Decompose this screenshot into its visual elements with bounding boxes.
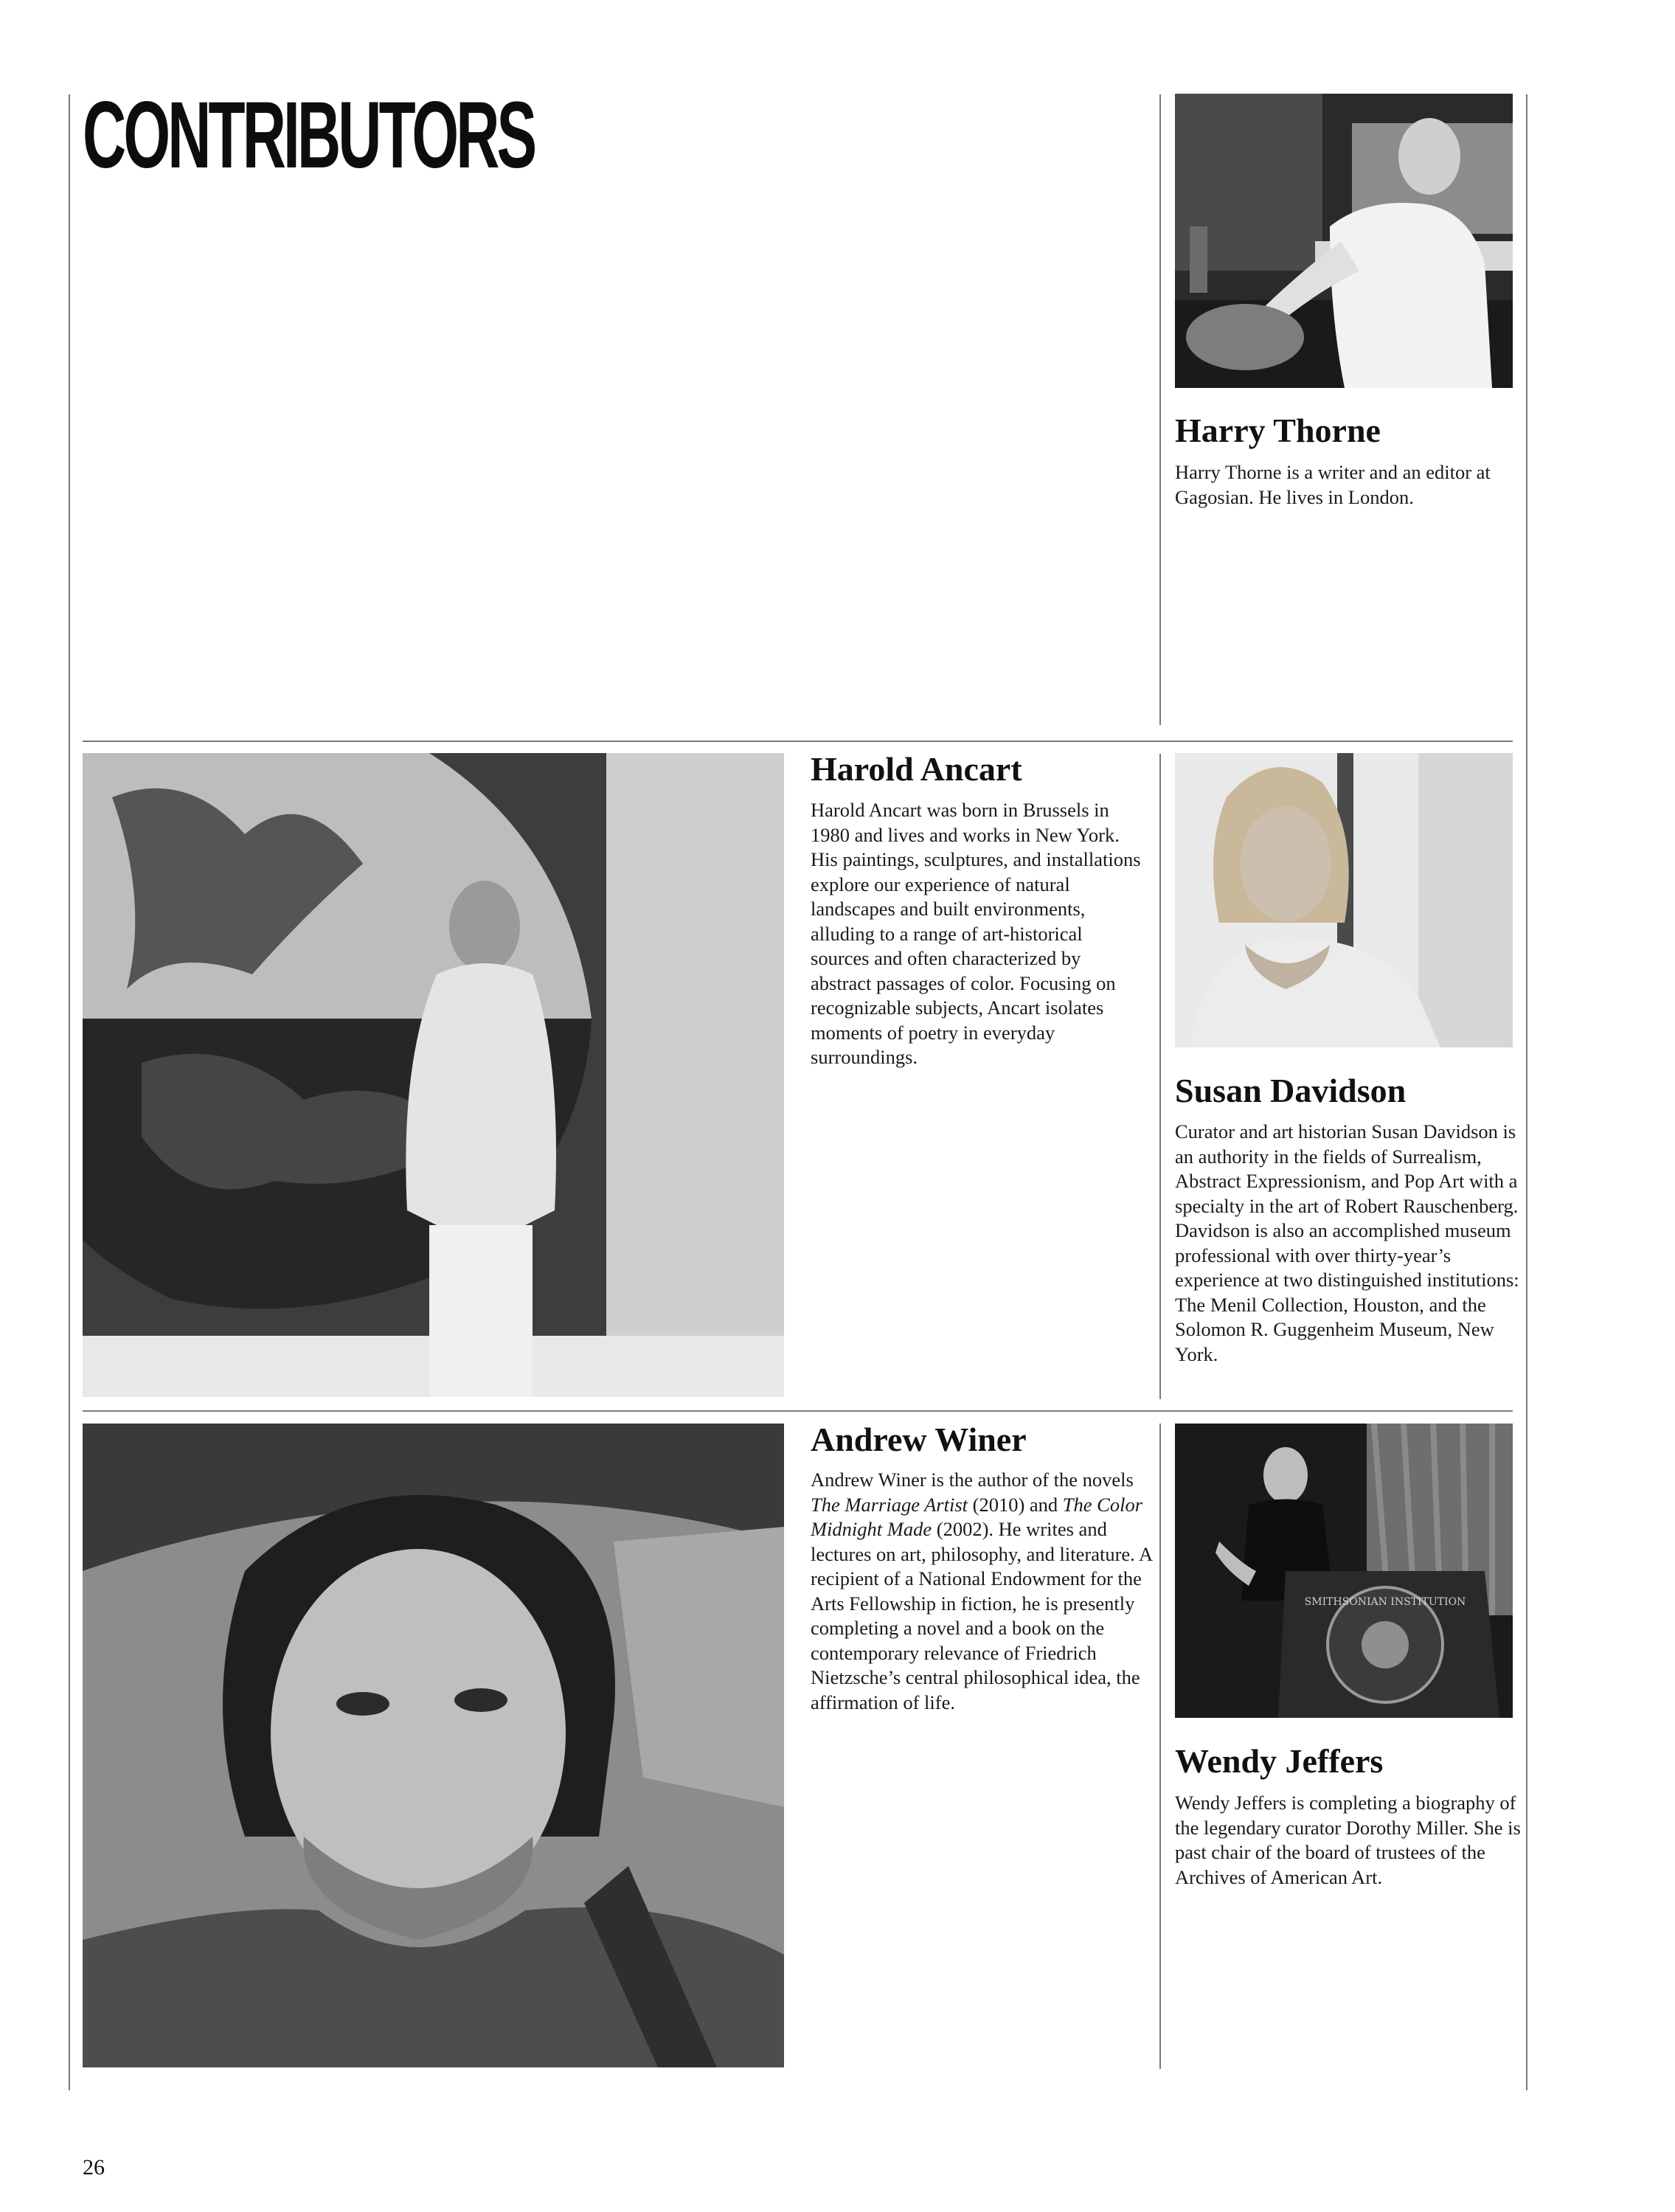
susan-davidson-bio: Curator and art historian Susan Davidson is an authority in the fields of Surrealism, Abstract Expressionism, and Pop Art with a specialty in the art of Robert Rauschenberg. Davidson is also an accomplished museum professional with over thirty-year’s experience at two distinguished institutions: The Menil Collection, Houston, and the Solomon R. Guggenheim Museum, New York. xyxy=(1175,1120,1519,1365)
harry-thorne-bio: Harry Thorne is a writer and an editor at Gagosian. He lives in London. xyxy=(1175,461,1491,508)
andrew-winer-bio-part-1: Andrew Winer is the author of the novels xyxy=(811,1469,1134,1491)
column-rule-middle xyxy=(1159,754,1161,1399)
andrew-winer-bio-part-3: (2002). He writes and lectures on art, philosophy, and literature. A recipient of a National Endowment for the Arts Fellowship in fiction, he is presently completing a novel and a book on the contemporary relevance of Friedrich Nietzsche’s central philosophical idea, the affirmation of life. xyxy=(811,1518,1152,1713)
book-title-the-color-midnight-made: The Color Midnight Made xyxy=(811,1493,1143,1540)
wendy-jeffers-name: Wendy Jeffers xyxy=(1175,1742,1384,1780)
page-title: CONTRIBUTORS xyxy=(83,83,535,188)
row-divider-1 xyxy=(83,741,1513,742)
page-number: 26 xyxy=(83,2155,105,2180)
wendy-jeffers-bio: Wendy Jeffers is completing a biography of the legendary curator Dorothy Miller. She is past chair of the board of trustees of the Archives of American Art. xyxy=(1175,1792,1521,1888)
harold-ancart-photo xyxy=(83,753,784,1397)
andrew-winer-bio-part-2: (2010) and xyxy=(968,1493,1063,1516)
harry-thorne-photo xyxy=(1175,94,1513,388)
wendy-jeffers-photo xyxy=(1175,1424,1513,1718)
harold-ancart-name: Harold Ancart xyxy=(811,750,1022,788)
harry-thorne-name: Harry Thorne xyxy=(1175,412,1381,449)
column-rule-upper xyxy=(1159,94,1161,725)
andrew-winer-bio xyxy=(811,1468,1157,1715)
right-margin-rule xyxy=(1526,94,1527,2090)
andrew-winer-photo xyxy=(83,1424,784,2067)
andrew-winer-name: Andrew Winer xyxy=(811,1421,1027,1458)
susan-davidson-name: Susan Davidson xyxy=(1175,1072,1407,1109)
row-divider-2 xyxy=(83,1410,1513,1412)
book-title-the-marriage-artist: The Marriage Artist xyxy=(811,1493,968,1516)
column-rule-lower xyxy=(1159,1424,1161,2069)
left-margin-rule xyxy=(69,94,70,2090)
harold-ancart-bio: Harold Ancart was born in Brussels in 1980 and lives and works in New York. His paintings, sculptures, and installations explore our experience of natural landscapes and built environments, alluding to a range of art-historical sources and often characterized by abstract passages of color. Focusing on recognizable subjects, Ancart isolates moments of poetry in everyday surroundings. xyxy=(811,799,1141,1068)
susan-davidson-photo xyxy=(1175,753,1513,1047)
podium-seal-text: SMITHSONIAN INSTITUTION xyxy=(1304,1596,1466,1608)
